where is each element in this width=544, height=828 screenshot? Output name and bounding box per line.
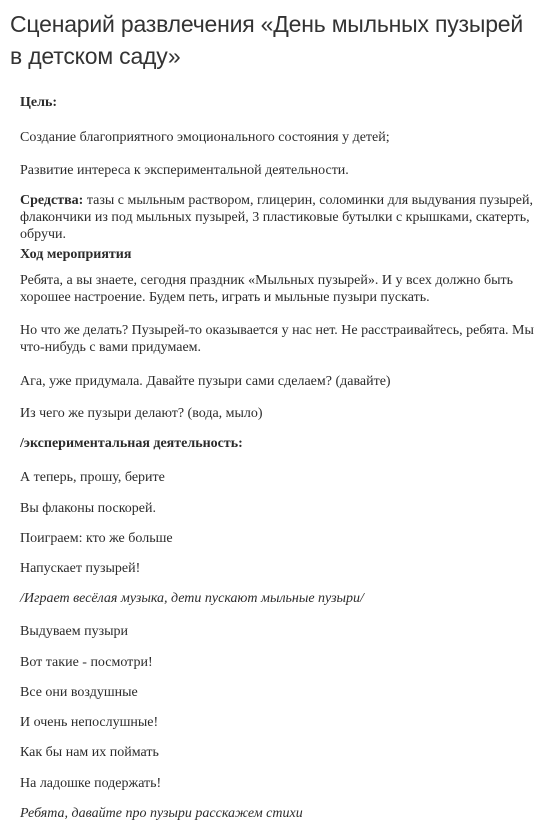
paragraph: Из чего же пузыри делают? (вода, мыло) bbox=[20, 406, 263, 421]
closing-line: Ребята, давайте про пузыри расскажем стихи bbox=[20, 806, 303, 821]
means-text: тазы с мыльным раствором, глицерин, соломинки для выдувания пузырей, флакончики из под мыльных пузырей, 3 пластиковые бутылки с крышками, скатерть, обручи. bbox=[20, 193, 534, 242]
paragraph: Ага, уже придумала. Давайте пузыри сами сделаем? (давайте) bbox=[20, 374, 391, 389]
stage-direction: /Играет весёлая музыка, дети пускают мыльные пузыри/ bbox=[20, 591, 364, 606]
verse-line: Как бы нам их поймать bbox=[20, 745, 159, 760]
verse-line: Выдуваем пузыри bbox=[20, 624, 129, 639]
verse-line: Поиграем: кто же больше bbox=[20, 531, 173, 546]
verse-line: А теперь, прошу, берите bbox=[20, 470, 165, 485]
verse-line: Все они воздушные bbox=[20, 685, 138, 700]
page-title: Сценарий развлечения «День мыльных пузырей в детском саду» bbox=[10, 11, 524, 69]
verse-line: На ладошке подержать! bbox=[20, 776, 162, 791]
verse-line: И очень непослушные! bbox=[20, 715, 159, 730]
means-paragraph bbox=[20, 192, 538, 243]
goal-item: Создание благоприятного эмоционального состояния у детей; bbox=[20, 130, 390, 145]
means-label: Средства: bbox=[20, 193, 84, 208]
paragraph: Но что же делать? Пузырей-то оказывается у нас нет. Не расстраивайтесь, ребята. Мы что-нибудь с вами придумаем. bbox=[20, 323, 534, 355]
verse-line: Вот такие - посмотри! bbox=[20, 655, 153, 670]
verse-line: Вы флаконы поскорей. bbox=[20, 501, 157, 516]
event-heading: Ход мероприятия bbox=[20, 247, 132, 262]
verse-line: Напускает пузырей! bbox=[20, 561, 141, 576]
goal-heading: Цель: bbox=[20, 95, 58, 110]
goal-item: Развитие интереса к экспериментальной деятельности. bbox=[20, 163, 349, 178]
paragraph: Ребята, а вы знаете, сегодня праздник «Мыльных пузырей». И у всех должно быть хорошее настроение. Будем петь, играть и мыльные пузыри пускать. bbox=[20, 273, 514, 305]
experiment-heading: /экспериментальная деятельность: bbox=[20, 436, 243, 451]
